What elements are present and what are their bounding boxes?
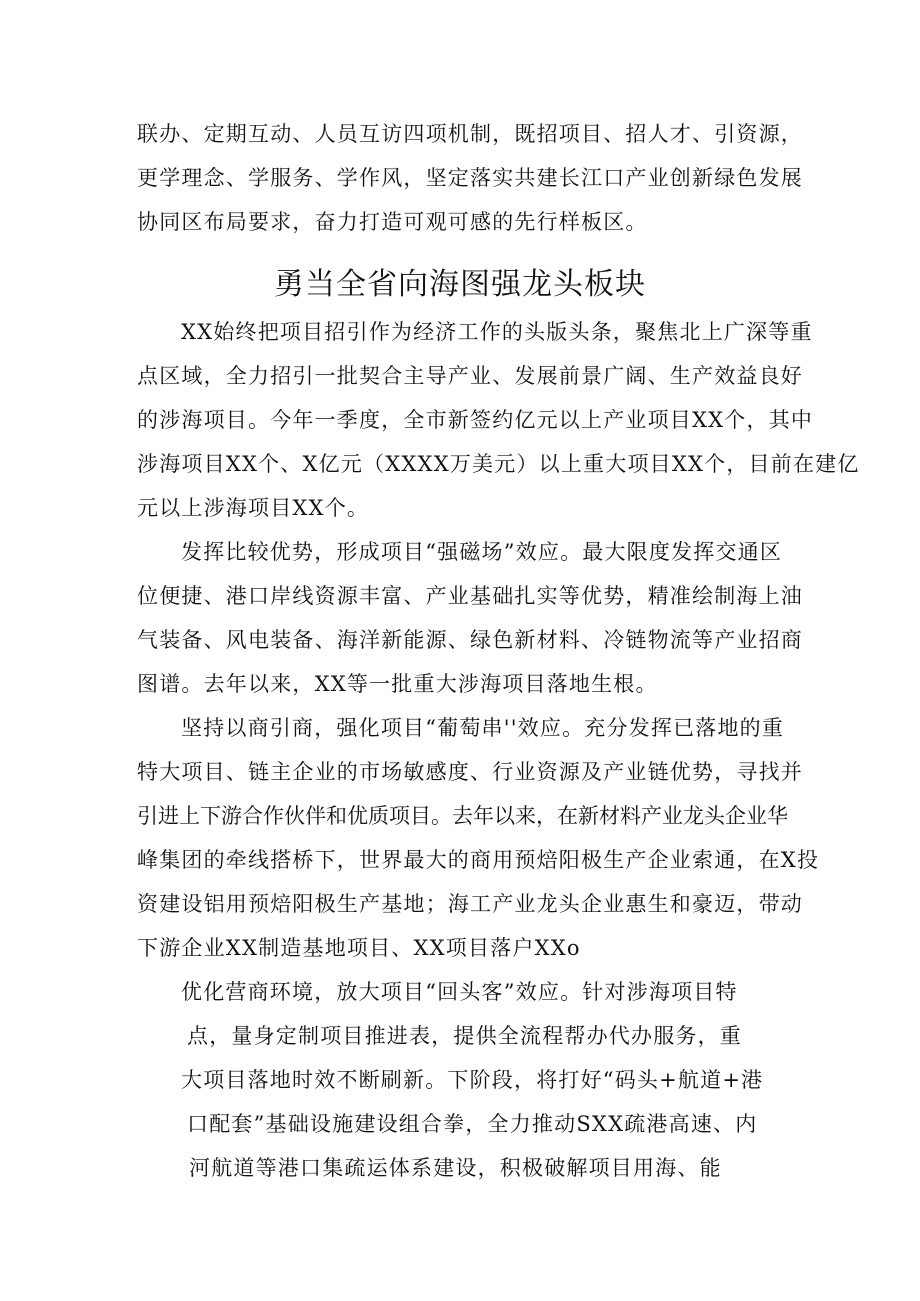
paragraph4-line-5: 河航道等港口集疏运体系建设，积极破解项目用海、能 bbox=[189, 1156, 722, 1180]
paragraph2-line-4: 图谱。去年以来，XX等一批重大涉海项目落地生根。 bbox=[137, 672, 658, 696]
paragraph4-line-3: 大项目落地时效不断刷新。下阶段，将打好“码头+航道+港 bbox=[181, 1068, 764, 1092]
paragraph4-line-2: 点，量身定制项目推进表，提供全流程帮办代办服务，重 bbox=[187, 1024, 742, 1048]
paragraph3-line-5: 资建设铝用预焙阳极生产基地；海工产业龙头企业惠生和豪迈，带动 bbox=[137, 892, 803, 916]
paragraph3-line-2: 特大项目、链主企业的市场敏感度、行业资源及产业链优势，寻找并 bbox=[137, 760, 803, 784]
paragraph3-line-6: 下游企业XX制造基地项目、XX项目落户XXo bbox=[137, 936, 581, 960]
paragraph1-line-4: 涉海项目XX个、X亿元（XXXX万美元）以上重大项目XX个，目前在建亿 bbox=[137, 452, 860, 476]
intro-line-3: 协同区布局要求，奋力打造可观可感的先行样板区。 bbox=[137, 210, 648, 234]
paragraph3-line-1: 坚持以商引商，强化项目“葡萄串''效应。充分发挥已落地的重 bbox=[181, 716, 785, 740]
paragraph1-line-2: 点区域，全力招引一批契合主导产业、发展前景广阔、生产效益良好 bbox=[137, 364, 803, 388]
paragraph1-line-3: 的涉海项目。今年一季度，全市新签约亿元以上产业项目XX个，其中 bbox=[137, 408, 814, 432]
intro-line-1: 联办、定期互动、人员互访四项机制，既招项目、招人才、引资源， bbox=[137, 122, 803, 146]
section-heading: 勇当全省向海图强龙头板块 bbox=[274, 267, 646, 302]
paragraph2-line-1: 发挥比较优势，形成项目“强磁场”效应。最大限度发挥交通区 bbox=[181, 540, 783, 564]
paragraph3-line-3: 引进上下游合作伙伴和优质项目。去年以来，在新材料产业龙头企业华 bbox=[137, 804, 788, 828]
paragraph2-line-3: 气装备、风电装备、海洋新能源、绿色新材料、冷链物流等产业招商 bbox=[137, 628, 803, 652]
paragraph1-line-5: 元以上涉海项目XX个。 bbox=[137, 496, 370, 520]
paragraph4-line-1: 优化营商环境，放大项目“回头客”效应。针对涉海项目特 bbox=[181, 980, 738, 1004]
paragraph4-line-4: 口配套”基础设施建设组合拳，全力推动SXX疏港高速、内 bbox=[187, 1112, 758, 1136]
intro-line-2: 更学理念、学服务、学作风，坚定落实共建长江口产业创新绿色发展 bbox=[137, 166, 803, 190]
paragraph2-line-2: 位便捷、港口岸线资源丰富、产业基础扎实等优势，精准绘制海上油 bbox=[137, 584, 803, 608]
paragraph1-line-1: XX始终把项目招引作为经济工作的头版头条，聚焦北上广深等重 bbox=[181, 320, 813, 344]
paragraph3-line-4: 峰集团的牵线搭桥下，世界最大的商用预焙阳极生产企业索通，在X投 bbox=[137, 848, 820, 872]
